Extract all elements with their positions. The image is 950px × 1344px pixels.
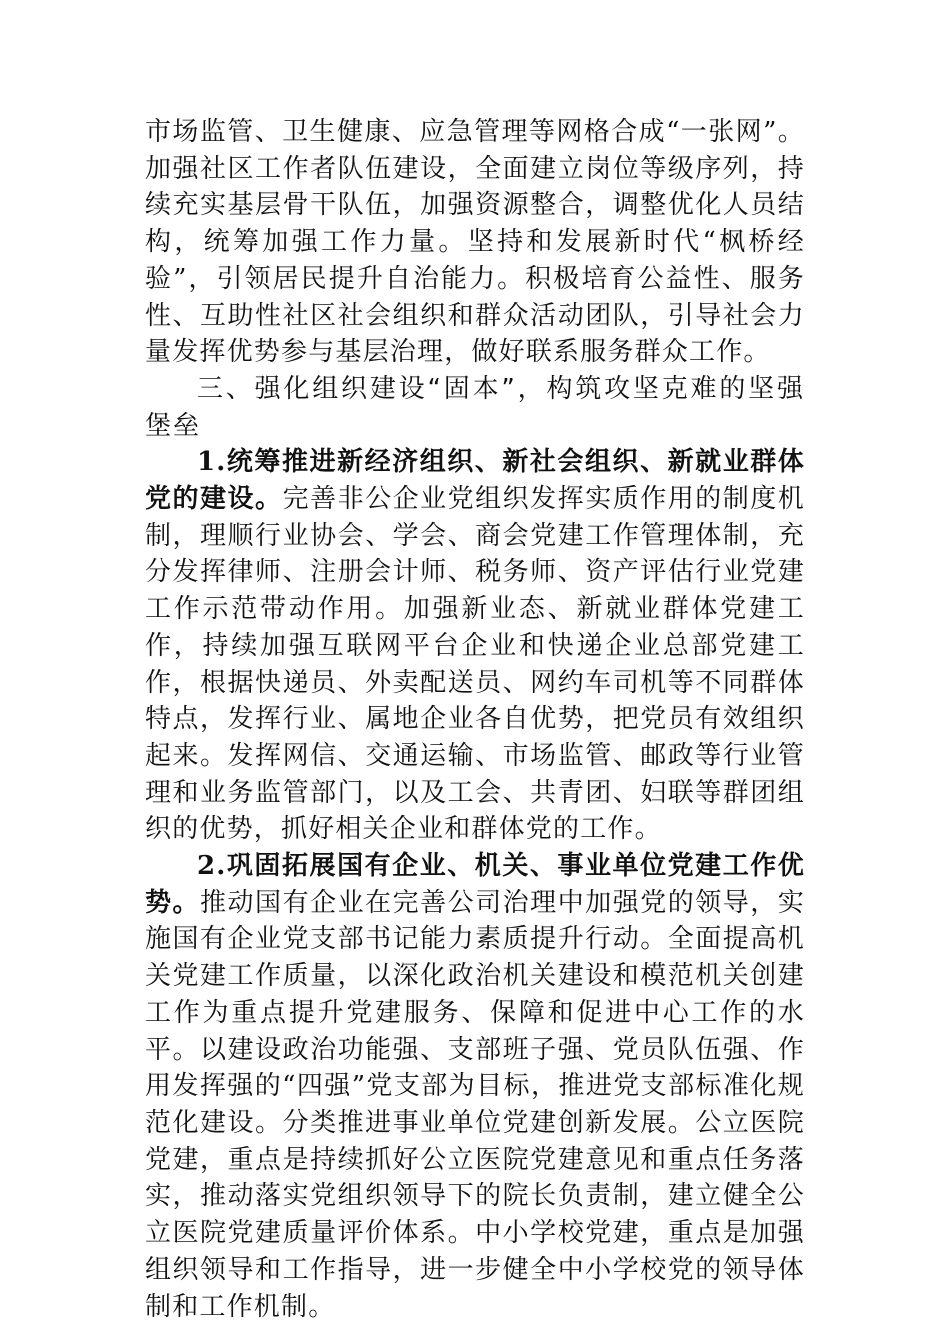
paragraph-item-1: [145, 444, 805, 848]
document-page: [145, 114, 805, 1325]
paragraph-community-grid: 市场监管、卫生健康、应急管理等网格合成“一张网”。加强社区工作者队伍建设，全面建立岗位等级序列，持续充实基层骨干队伍，加强资源整合，调整优化人员结构，统筹加强工作力量。坚持和发展新时代“枫桥经验”，引领居民提升自治能力。积极培育公益性、服务性、互助性社区社会组织和群众活动团队，引导社会力量发挥优势参与基层治理，做好联系服务群众工作。: [145, 117, 805, 368]
item-1-body: 完善非公企业党组织发挥实质作用的制度机制，理顺行业协会、学会、商会党建工作管理体制，充分发挥律师、注册会计师、税务师、资产评估行业党建工作示范带动作用。加强新业态、新就业群体党建工作，持续加强互联网平台企业和快递企业总部党建工作，根据快递员、外卖配送员、网约车司机等不同群体特点，发挥行业、属地企业各自优势，把党员有效组织起来。发挥网信、交通运输、市场监管、邮政等行业管理和业务监管部门，以及工会、共青团、妇联等群团组织的优势，抓好相关企业和群体党的工作。: [145, 484, 805, 845]
paragraph-item-2: [145, 848, 805, 1325]
section-heading-three: 三、强化组织建设“固本”，构筑攻坚克难的坚强堡垒: [145, 373, 805, 441]
item-1-title: 1.统筹推进新经济组织、新社会组织、新就业群体党的建设。: [145, 447, 805, 515]
item-2-body: 推动国有企业在完善公司治理中加强党的领导，实施国有企业党支部书记能力素质提升行动。全面提高机关党建工作质量，以深化政治机关建设和模范机关创建工作为重点提升党建服务、保障和促进中心工作的水平。以建设政治功能强、支部班子强、党员队伍强、作用发挥强的“四强”党支部为目标，推进党支部标准化规范化建设。分类推进事业单位党建创新发展。公立医院党建，重点是持续抓好公立医院党建意见和重点任务落实，推动落实党组织领导下的院长负责制，建立健全公立医院党建质量评价体系。中小学校党建，重点是加强组织领导和工作指导，进一步健全中小学校党的领导体制和工作机制。: [145, 887, 805, 1322]
item-2-title: 2.巩固拓展国有企业、机关、事业单位党建工作优势。: [145, 851, 805, 918]
